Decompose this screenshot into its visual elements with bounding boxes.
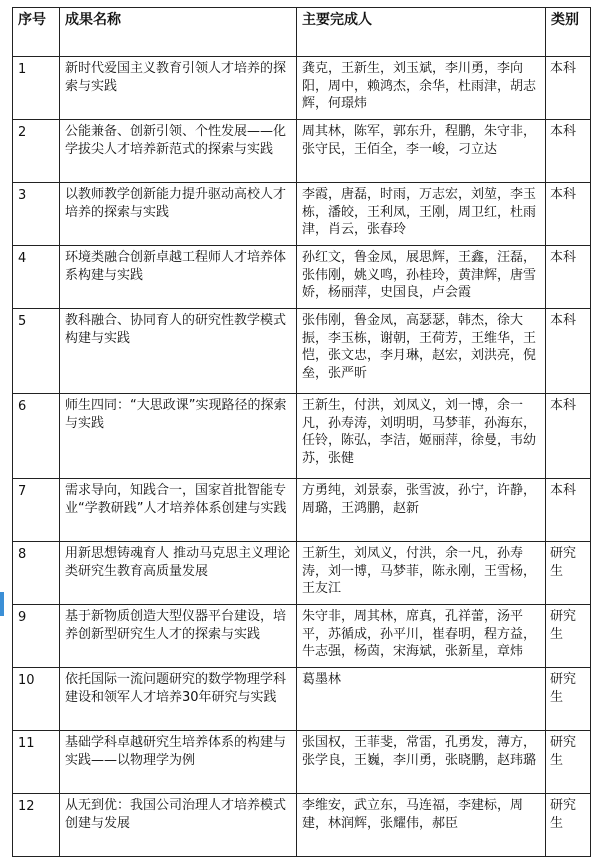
row-index: 2 [13, 120, 60, 183]
row-index: 1 [13, 57, 60, 120]
table-row [13, 120, 591, 183]
row-people: 张伟刚，鲁金凤，高瑟瑟，韩杰，徐大振，李玉栋，谢朝，王荷芳，王维华，王恺，张文忠，李月琳，赵宏，刘洪亮，倪垒，张严昕 [297, 309, 546, 394]
table-row [13, 605, 591, 668]
row-name: 公能兼备、创新引领、个性发展——化学拔尖人才培养新范式的探索与实践 [60, 120, 297, 183]
header-index: 序号 [13, 8, 60, 57]
row-category: 本科 [546, 57, 591, 120]
table-row [13, 57, 591, 120]
table-row [13, 479, 591, 542]
row-index: 7 [13, 479, 60, 542]
row-people: 张国权，王菲斐，常雷，孔勇发，薄方，张学良，王巍，李川勇，张晓鹏，赵玮璐 [297, 731, 546, 794]
row-people: 李霞，唐磊，时雨，万志宏，刘堃，李玉栋，潘皎，王利凤，王刚，周卫红，杜雨津，肖云，张春玲 [297, 183, 546, 246]
row-category: 本科 [546, 309, 591, 394]
row-category: 研究生 [546, 794, 591, 857]
award-table-container [12, 7, 590, 857]
row-name: 基础学科卓越研究生培养体系的构建与实践——以物理学为例 [60, 731, 297, 794]
row-people: 周其林，陈军，郭东升，程鹏，朱守非，张守民，王佰全，李一峻，刁立达 [297, 120, 546, 183]
row-people: 方勇纯，刘景泰，张雪波，孙宁，许静，周璐，王鸿鹏，赵新 [297, 479, 546, 542]
award-table [12, 7, 591, 857]
row-category: 本科 [546, 394, 591, 479]
row-people: 葛墨林 [297, 668, 546, 731]
table-row [13, 309, 591, 394]
table-row [13, 731, 591, 794]
row-index: 3 [13, 183, 60, 246]
row-index: 9 [13, 605, 60, 668]
row-people: 孙红文，鲁金凤，展思辉，王鑫，汪磊，张伟刚，姚义鸣，孙桂玲，黄津辉，唐雪娇，杨丽萍，史国良，卢会霞 [297, 246, 546, 309]
row-index: 11 [13, 731, 60, 794]
row-name: 用新思想铸魂育人 推动马克思主义理论类研究生教育高质量发展 [60, 542, 297, 605]
row-name: 基于新物质创造大型仪器平台建设，培养创新型研究生人才的探索与实践 [60, 605, 297, 668]
row-name: 新时代爱国主义教育引领人才培养的探索与实践 [60, 57, 297, 120]
row-category: 本科 [546, 183, 591, 246]
row-index: 12 [13, 794, 60, 857]
row-people: 李维安，武立东，马连福，李建标，周建，林润辉，张耀伟，郝臣 [297, 794, 546, 857]
row-category: 研究生 [546, 668, 591, 731]
row-name: 以教师教学创新能力提升驱动高校人才培养的探索与实践 [60, 183, 297, 246]
header-people: 主要完成人 [297, 8, 546, 57]
row-name: 师生四同：“大思政课”实现路径的探索与实践 [60, 394, 297, 479]
table-row [13, 542, 591, 605]
header-row [13, 8, 591, 57]
row-index: 6 [13, 394, 60, 479]
table-row [13, 794, 591, 857]
row-category: 研究生 [546, 605, 591, 668]
row-category: 本科 [546, 479, 591, 542]
row-index: 4 [13, 246, 60, 309]
left-edge-marker [0, 592, 4, 616]
row-people: 王新生，付洪，刘凤义，刘一博，余一凡，孙寿涛，刘明明，马梦菲，孙海东，任铃，陈弘，李洁，姬丽萍，徐曼，韦幼苏，张健 [297, 394, 546, 479]
row-category: 本科 [546, 120, 591, 183]
table-row [13, 183, 591, 246]
row-name: 需求导向，知践合一，国家首批智能专业“学教研践”人才培养体系创建与实践 [60, 479, 297, 542]
row-index: 8 [13, 542, 60, 605]
header-name: 成果名称 [60, 8, 297, 57]
row-category: 本科 [546, 246, 591, 309]
row-people: 龚克，王新生，刘玉斌，李川勇，李向阳，周中，赖鸿杰，余华，杜雨津，胡志辉，何璟炜 [297, 57, 546, 120]
row-category: 研究生 [546, 731, 591, 794]
row-name: 从无到优：我国公司治理人才培养模式创建与发展 [60, 794, 297, 857]
row-people: 朱守非，周其林，席真，孔祥蕾，汤平平，苏循成，孙平川，崔春明，程方益，牛志强，杨茵，宋海斌，张新星，章炜 [297, 605, 546, 668]
table-row [13, 246, 591, 309]
table-row [13, 394, 591, 479]
row-name: 依托国际一流问题研究的数学物理学科建设和领军人才培养30年研究与实践 [60, 668, 297, 731]
row-category: 研究生 [546, 542, 591, 605]
row-people: 王新生，刘凤义，付洪，余一凡，孙寿涛，刘一博，马梦菲，陈永刚，王雪杨，王友江 [297, 542, 546, 605]
table-row [13, 668, 591, 731]
row-index: 10 [13, 668, 60, 731]
row-index: 5 [13, 309, 60, 394]
row-name: 环境类融合创新卓越工程师人才培养体系构建与实践 [60, 246, 297, 309]
header-category: 类别 [546, 8, 591, 57]
row-name: 教科融合、协同育人的研究性教学模式构建与实践 [60, 309, 297, 394]
